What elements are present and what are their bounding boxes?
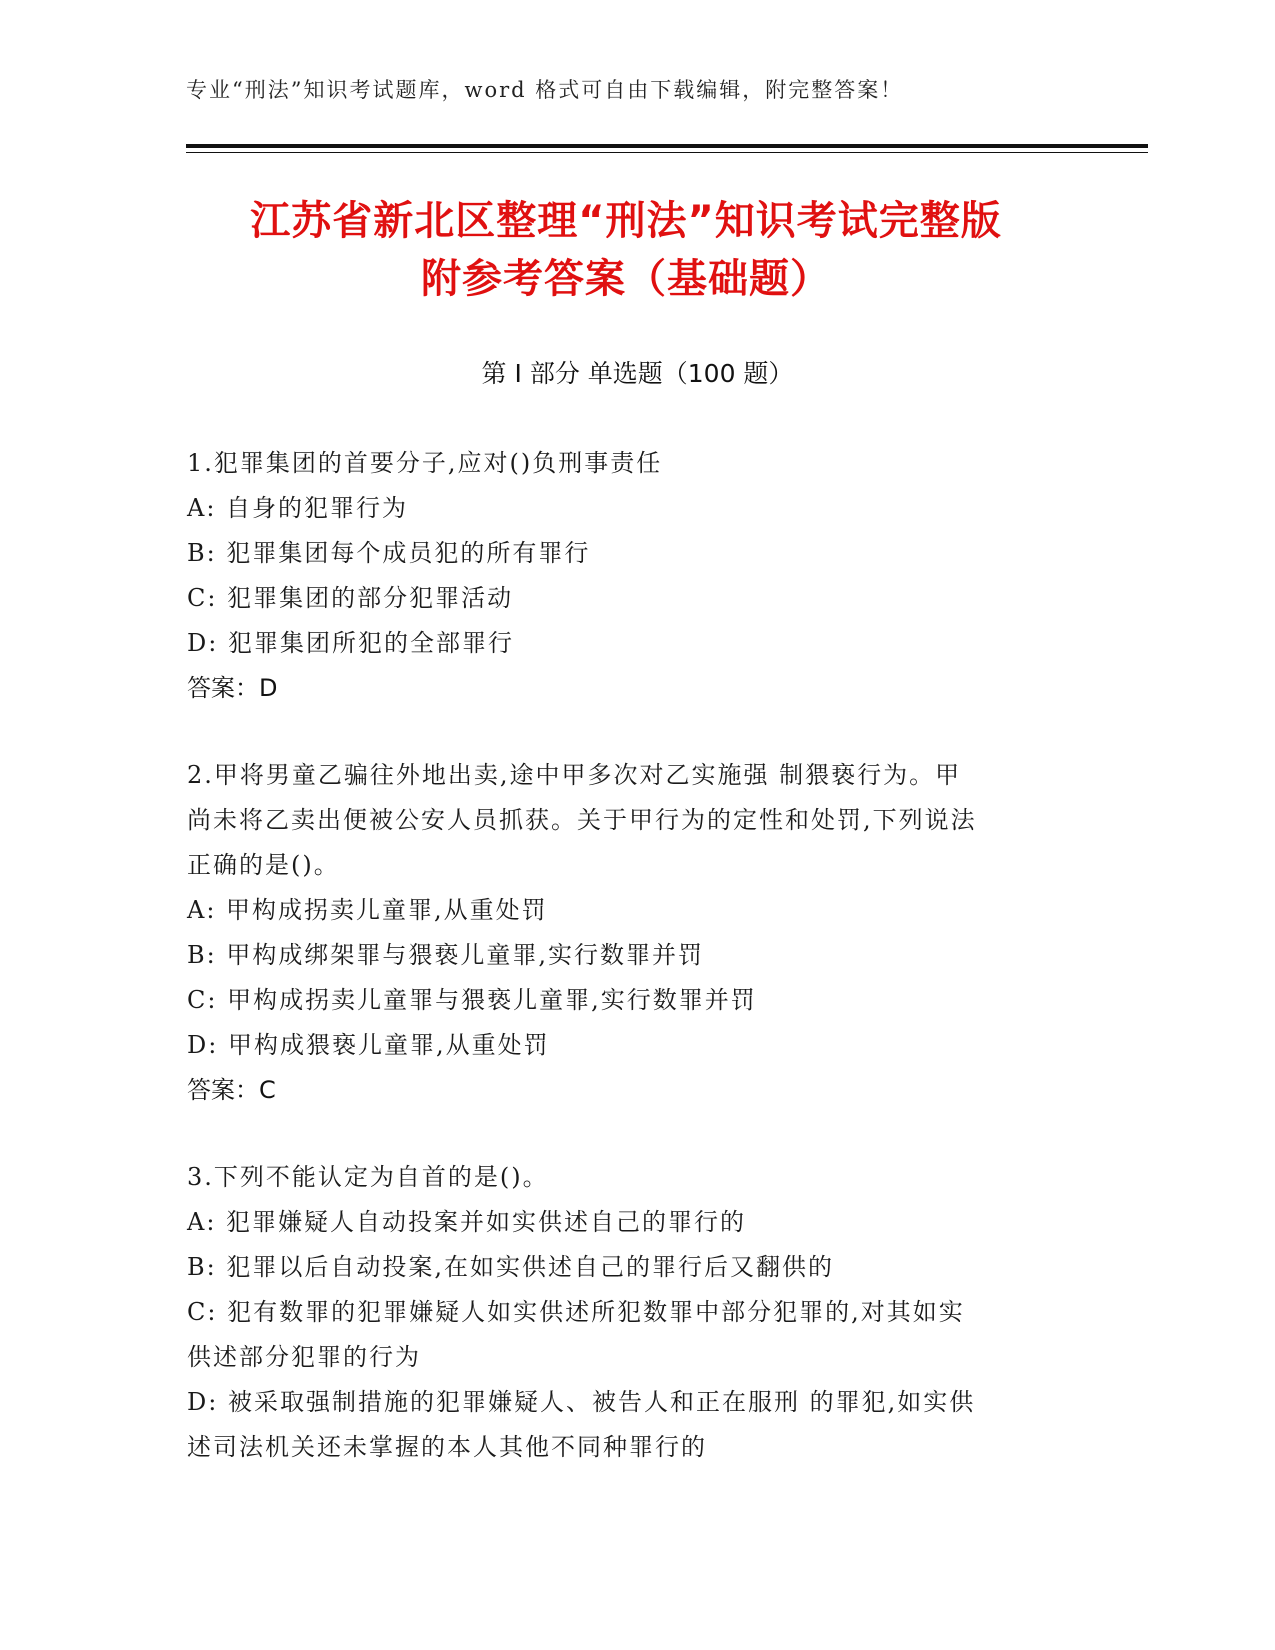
answer: 答案：C: [187, 1076, 276, 1104]
title-line-1: 江苏省新北区整理“刑法”知识考试完整版: [250, 198, 1002, 244]
header-rule-thin: [186, 152, 1148, 153]
question-stem: 1.犯罪集团的首要分子,应对()负刑事责任: [187, 449, 663, 477]
question-list: [187, 441, 1067, 1512]
option-b: B: 犯罪以后自动投案,在如实供述自己的罪行后又翻供的: [187, 1253, 834, 1281]
answer: 答案：D: [187, 674, 278, 702]
question-stem-line-2: 尚未将乙卖出便被公安人员抓获。关于甲行为的定性和处罚,下列说法: [187, 806, 977, 834]
option-b: B: 甲构成绑架罪与猥亵儿童罪,实行数罪并罚: [187, 941, 704, 969]
question-stem: 3.下列不能认定为自首的是()。: [187, 1163, 549, 1191]
question-stem-line-1: 2.甲将男童乙骗往外地出卖,途中甲多次对乙实施强 制猥亵行为。甲: [187, 761, 962, 789]
header-rule-thick: [186, 144, 1148, 148]
section-heading: 第 I 部分 单选题（100 题）: [481, 359, 794, 388]
option-d: D: 甲构成猥亵儿童罪,从重处罚: [187, 1031, 550, 1059]
option-b: B: 犯罪集团每个成员犯的所有罪行: [187, 539, 591, 567]
option-a: A: 犯罪嫌疑人自动投案并如实供述自己的罪行的: [187, 1208, 747, 1236]
option-a: A: 甲构成拐卖儿童罪,从重处罚: [187, 896, 548, 924]
title-line-2: 附参考答案（基础题）: [421, 256, 831, 302]
option-a: A: 自身的犯罪行为: [187, 494, 409, 522]
question-stem-line-3: 正确的是()。: [187, 851, 340, 879]
question-3: [187, 1155, 1067, 1470]
option-d-line-2: 述司法机关还未掌握的本人其他不同种罪行的: [187, 1433, 707, 1461]
option-c-line-2: 供述部分犯罪的行为: [187, 1343, 421, 1371]
option-d: D: 犯罪集团所犯的全部罪行: [187, 629, 514, 657]
option-c: C: 甲构成拐卖儿童罪与猥亵儿童罪,实行数罪并罚: [187, 986, 757, 1014]
option-d-line-1: D: 被采取强制措施的犯罪嫌疑人、被告人和正在服刑 的罪犯,如实供: [187, 1388, 976, 1416]
header-note: 专业“刑法”知识考试题库，word 格式可自由下载编辑，附完整答案！: [186, 78, 904, 102]
question-2: [187, 753, 1067, 1113]
document-title: [186, 192, 1066, 308]
question-1: [187, 441, 1067, 711]
option-c-line-1: C: 犯有数罪的犯罪嫌疑人如实供述所犯数罪中部分犯罪的,对其如实: [187, 1298, 965, 1326]
option-c: C: 犯罪集团的部分犯罪活动: [187, 584, 514, 612]
